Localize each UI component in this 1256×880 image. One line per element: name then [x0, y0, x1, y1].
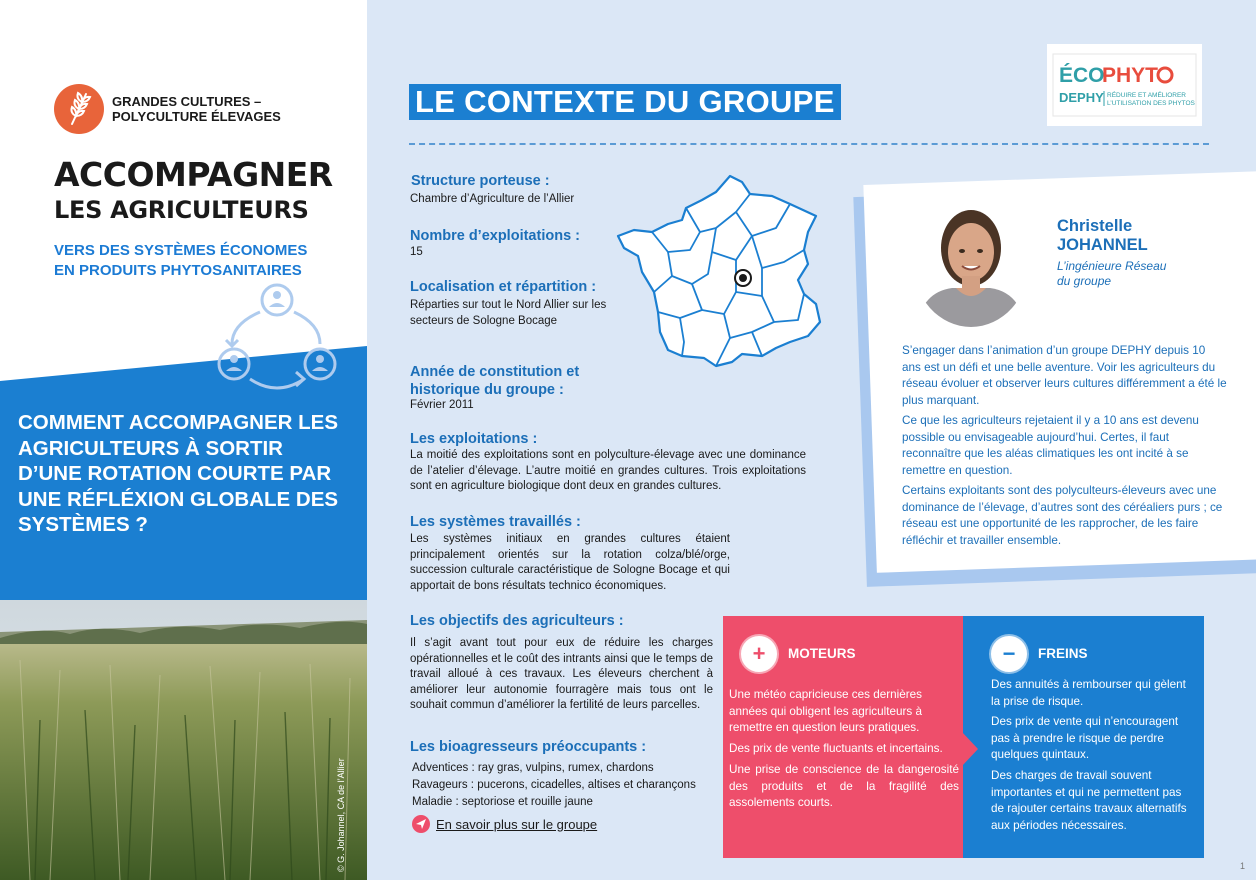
france-map — [612, 172, 830, 372]
quote-paragraph: S’engager dans l’animation d’un groupe DEPHY depuis 10 ans est un défi et une belle aventure. Voir les agriculteurs du réseau évoluer et observer leurs cultures différemment a été le plus marquant. — [902, 344, 1227, 407]
person-photo — [912, 196, 1030, 328]
annee-label: Année de constitution et historique du groupe : — [410, 364, 580, 398]
exploitations-text: La moitié des exploitations sont en polyculture-élevage avec une dominance de l’atelier d’élevage. L’autre moitié en grandes cultures. Trois exploitations sont en agriculture biologique dont deux en grandes cultures. — [410, 449, 806, 492]
bioagresseur-item: Maladie : septoriose et rouille jaune — [412, 796, 593, 808]
moteurs-item: Une prise de conscience de la dangerosité des produits et de la fragilité des assolements courts. — [729, 763, 959, 809]
guiding-question: COMMENT ACCOMPAGNER LES AGRICULTEURS À SORTIR D’UNE ROTATION COURTE PAR UNE RÉFLÉXION GLOBALE DES SYSTÈMES ? — [18, 411, 339, 536]
svg-text:PHYT: PHYT — [1102, 64, 1159, 87]
localisation-label: Localisation et répartition : — [410, 279, 597, 295]
group-link[interactable] — [412, 815, 597, 833]
objectifs-label: Les objectifs des agriculteurs : — [410, 613, 624, 629]
bioagresseur-item: Ravageurs : pucerons, cicadelles, altises et charançons — [412, 779, 696, 791]
subheadline: VERS DES SYSTÈMES ÉCONOMES EN PRODUITS PHYTOSANITAIRES — [54, 242, 308, 279]
person-name — [1057, 217, 1148, 255]
structure-label: Structure porteuse : — [411, 173, 550, 189]
structure-value: Chambre d’Agriculture de l’Allier — [410, 193, 575, 205]
photo-credit: © G. Johannel, CA de l’Allier — [336, 758, 346, 872]
section-title-text: LE CONTEXTE DU GROUPE — [415, 84, 835, 119]
freins-item: Des annuités à rembourser qui gèlent la prise de risque. — [991, 678, 1186, 708]
svg-text:RÉDUIRE ET AMÉLIORER: RÉDUIRE ET AMÉLIORER — [1107, 92, 1186, 99]
person-role — [1057, 259, 1166, 289]
headline-line1: ACCOMPAGNER — [54, 155, 333, 194]
category-label: GRANDES CULTURES – POLYCULTURE ÉLEVAGES — [112, 94, 281, 124]
person-role-line2: du groupe — [1057, 274, 1112, 288]
plus-icon: + — [741, 636, 777, 672]
send-icon — [412, 815, 430, 833]
moteurs-item: Une météo capricieuse ces dernières années qui obligent les agriculteurs à remettre en question leurs pratiques. — [729, 688, 922, 734]
freins-title: FREINS — [1038, 646, 1088, 661]
person-last-name: JOHANNEL — [1057, 236, 1148, 254]
ecophyto-logo — [1047, 44, 1202, 126]
person-role-line1: L’ingénieure Réseau — [1057, 259, 1167, 273]
systemes-text: Les systèmes initiaux en grandes cultures étaient principalement orientés sur la rotation colza/blé/orge, succession culturale caractéristique de Sologne Bocage et qui apportait de bons résultats technico économiques. — [410, 533, 730, 592]
objectifs-text: Il s’agit avant tout pour eux de réduire les charges opérationnelles et le coût des intrants ainsi que le temps de travail alloué à ces travaux. Les éleveurs cherchent à améliorer leur autonomie fourragère mais tous ont le souhait commun d’améliorer la fertilité de leurs parcelles. — [410, 637, 713, 711]
person-first-name: Christelle — [1057, 217, 1133, 235]
moteurs-title: MOTEURS — [788, 646, 856, 661]
svg-text:DEPHY: DEPHY — [1059, 90, 1104, 105]
freins-item: Des prix de vente qui n’encouragent pas à prendre le risque de perdre quelques quintaux. — [991, 715, 1179, 761]
quote-paragraph: Certains exploitants sont des polyculteurs-éleveurs avec une dominance de l’élevage, d’autres sont des céréaliers purs ; ce réseau est une opportunité de les rapprocher, de les faire réfléchir et travailler ensemble. — [902, 484, 1223, 547]
panel-arrow — [962, 732, 980, 766]
svg-text:L’UTILISATION DES PHYTOS: L’UTILISATION DES PHYTOS — [1107, 100, 1195, 107]
exploitations-count-value: 15 — [410, 246, 423, 258]
wheat-icon — [54, 84, 104, 134]
group-link-label[interactable]: En savoir plus sur le groupe — [436, 816, 598, 832]
moteurs-item: Des prix de vente fluctuants et incertains. — [729, 742, 943, 755]
minus-icon: − — [991, 636, 1027, 672]
bioagresseur-item: Adventices : ray gras, vulpins, rumex, chardons — [412, 762, 654, 774]
dashed-divider — [409, 143, 1209, 145]
left-panel — [0, 0, 367, 880]
headline-line2: LES AGRICULTEURS — [54, 196, 309, 224]
systemes-label: Les systèmes travaillés : — [410, 514, 581, 530]
page-number: 1 — [1240, 861, 1246, 871]
quote-paragraph: Ce que les agriculteurs rejetaient il y a 10 ans est devenu possible ou envisageable aujourd’hui. Certes, il faut reconnaître que les aléas climatiques les ont incité à se remettre en question. — [902, 414, 1199, 477]
user-cycle-icon — [210, 282, 345, 397]
freins-item: Des charges de travail souvent importantes et qui ne permettent pas de rajouter certains travaux alternatifs aux périodes nécessaires. — [991, 769, 1187, 832]
bioagresseurs-label: Les bioagresseurs préoccupants : — [410, 739, 647, 755]
annee-value: Février 2011 — [410, 399, 474, 411]
localisation-value: Réparties sur tout le Nord Allier sur les secteurs de Sologne Bocage — [410, 299, 607, 327]
exploitations-label: Les exploitations : — [410, 431, 538, 447]
exploitations-count-label: Nombre d’exploitations : — [410, 228, 580, 244]
section-title — [409, 84, 841, 120]
field-photo — [0, 600, 367, 880]
svg-text:ÉCO: ÉCO — [1059, 64, 1105, 87]
